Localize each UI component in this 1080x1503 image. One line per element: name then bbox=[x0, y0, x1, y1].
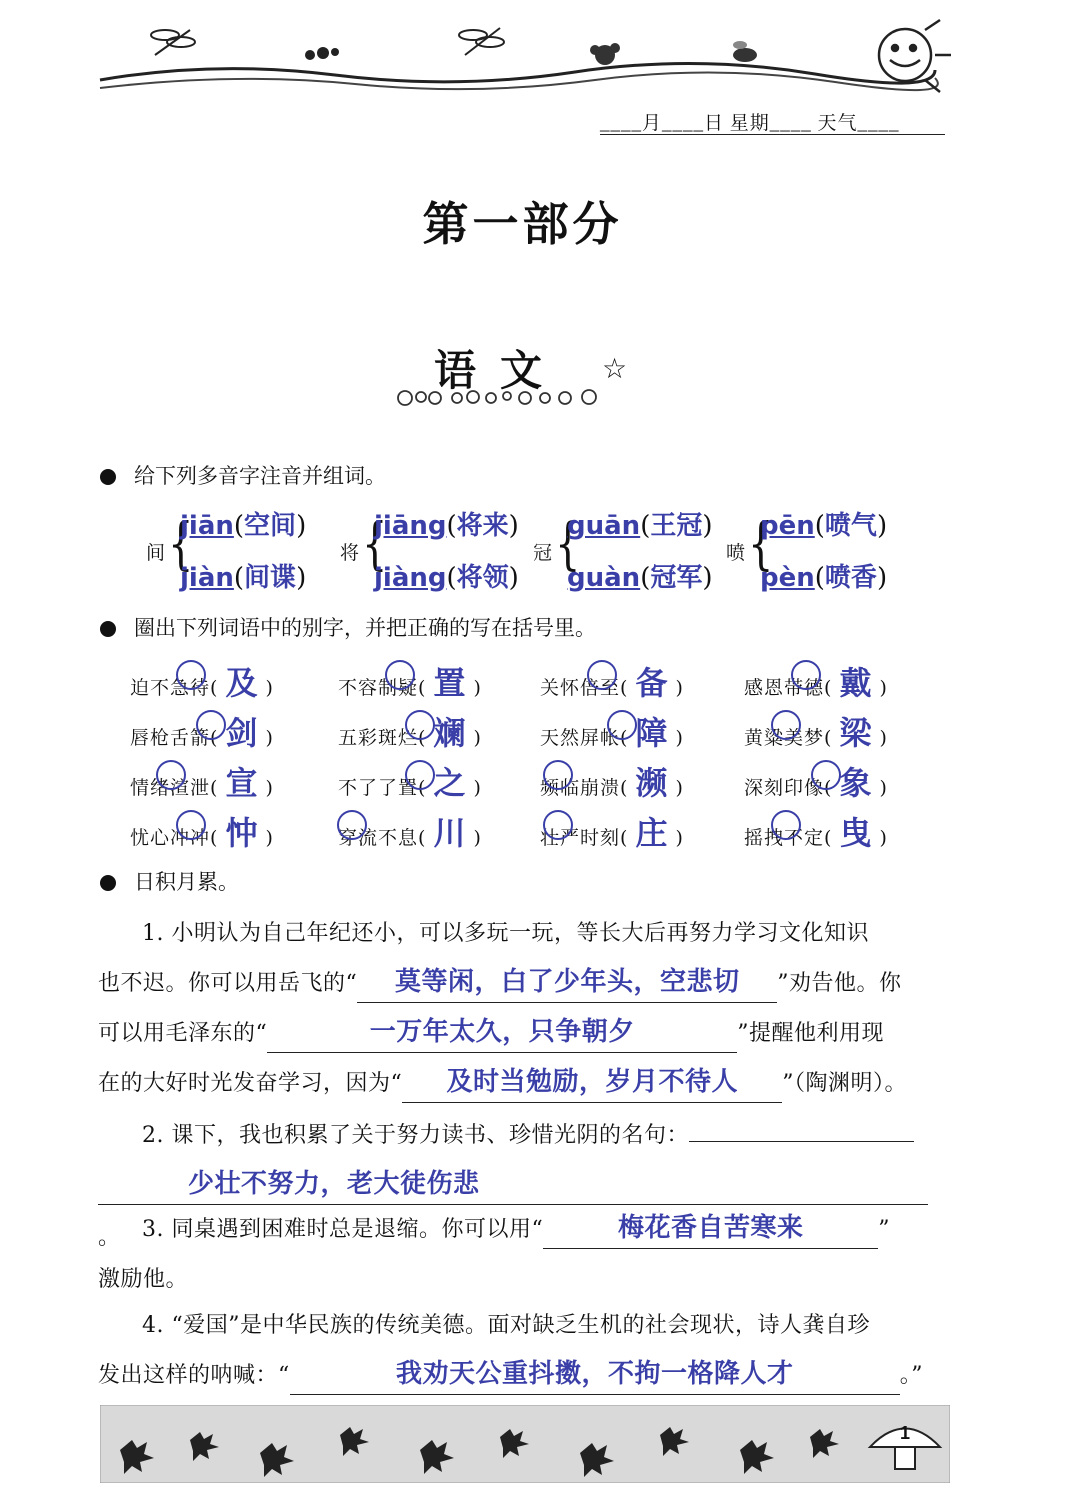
answer-blank[interactable]: 少壮不努力，老大徒伤悲 bbox=[98, 1164, 928, 1205]
error-circle-mark bbox=[811, 760, 841, 790]
poly-answer-row: jiāng(将来) bbox=[374, 511, 519, 541]
poly-answer-row: pèn(喷香) bbox=[760, 563, 888, 593]
q2-line1: 2. 课下，我也积累了关于努力读书、珍惜光阴的名句： bbox=[142, 1110, 948, 1162]
flower-icon bbox=[590, 43, 620, 65]
correction-item: 摇拽不定( 曳 ) bbox=[744, 814, 888, 852]
error-circle-mark bbox=[337, 810, 367, 840]
page-number: 1 bbox=[900, 1423, 911, 1443]
correction-item: 关怀倍至( 备 ) bbox=[540, 664, 684, 702]
q3-line2: 激励他。 bbox=[98, 1267, 189, 1292]
q2-line2: 少壮不努力，老大徒伤悲。 bbox=[98, 1160, 948, 1264]
error-circle-mark bbox=[543, 810, 573, 840]
error-circle-mark bbox=[771, 710, 801, 740]
poly-char: 喷 bbox=[726, 542, 746, 564]
footer-leaves-decoration bbox=[100, 1405, 950, 1483]
error-circle-mark bbox=[607, 710, 637, 740]
poly-answer-row: jiàn(间谍) bbox=[180, 563, 307, 593]
section-heading-polyphone: 给下列多音字注音并组词。 bbox=[100, 460, 386, 490]
bullet-icon bbox=[100, 875, 116, 891]
date-line-rule bbox=[600, 134, 945, 135]
section-heading-corrections: 圈出下列词语中的别字，并把正确的写在括号里。 bbox=[100, 612, 596, 642]
correction-item: 情绪渲泄( 宣 ) bbox=[130, 764, 274, 802]
brace-icon: { bbox=[168, 512, 194, 578]
correction-item: 迫不急待( 及 ) bbox=[130, 664, 274, 702]
error-circle-mark bbox=[405, 710, 435, 740]
answer-blank[interactable]: 梅花香自苦寒来 bbox=[543, 1208, 878, 1249]
brace-icon: { bbox=[555, 512, 581, 578]
correction-item: 感恩带德( 戴 ) bbox=[744, 664, 888, 702]
answer-blank[interactable]: 及时当勉励，岁月不待人 bbox=[402, 1062, 782, 1103]
page-title: 第一部分 bbox=[422, 197, 623, 251]
error-circle-mark bbox=[587, 660, 617, 690]
brace-icon: { bbox=[362, 512, 388, 578]
bullet-icon bbox=[100, 621, 116, 637]
poly-answer-row: pēn(喷气) bbox=[760, 511, 888, 541]
answer-blank[interactable] bbox=[689, 1141, 914, 1142]
bullet-icon bbox=[100, 469, 116, 485]
correction-item: 穿流不息( 川 ) bbox=[338, 814, 482, 852]
error-circle-mark bbox=[156, 760, 186, 790]
poly-answer-row: guàn(冠军) bbox=[567, 563, 713, 593]
error-circle-mark bbox=[405, 760, 435, 790]
date-weather-line: ____月____日 星期____ 天气____ bbox=[600, 113, 900, 134]
correction-item: 忧心冲冲( 忡 ) bbox=[130, 814, 274, 852]
bee-icon bbox=[733, 41, 757, 62]
q3-line1: 3. 同桌遇到困难时总是退缩。你可以用“ 梅花香自苦寒来 ” bbox=[142, 1204, 948, 1256]
error-circle-mark bbox=[543, 760, 573, 790]
answer-blank[interactable]: 莫等闲，白了少年头，空悲切 bbox=[357, 962, 777, 1003]
q1-line1: 1. 小明认为自己年纪还小，可以多玩一玩，等长大后再努力学习文化知识 bbox=[142, 921, 869, 946]
error-circle-mark bbox=[385, 660, 415, 690]
correction-item: 不了了置( 之 ) bbox=[338, 764, 482, 802]
poly-answer-row: jiàng(将领) bbox=[374, 563, 519, 593]
dragonfly-icon bbox=[459, 28, 504, 55]
error-circle-mark bbox=[176, 660, 206, 690]
answer-blank[interactable]: 一万年太久，只争朝夕 bbox=[267, 1012, 737, 1053]
q1-line4: 在的大好时光发奋学习，因为“ 及时当勉励，岁月不待人 ”（陶渊明）。 bbox=[98, 1058, 948, 1110]
correction-item: 频临崩溃( 濒 ) bbox=[540, 764, 684, 802]
poly-char: 将 bbox=[340, 542, 360, 564]
error-circle-mark bbox=[196, 710, 226, 740]
correction-item: 黄粱美梦( 梁 ) bbox=[744, 714, 888, 752]
section-heading-accumulation: 日积月累。 bbox=[100, 866, 239, 896]
correction-item: 五彩斑烂( 斓 ) bbox=[338, 714, 482, 752]
q1-line3: 可以用毛泽东的“ 一万年太久，只争朝夕 ”提醒他利用现 bbox=[98, 1008, 948, 1060]
ant-icon bbox=[305, 47, 339, 60]
poly-char: 冠 bbox=[533, 542, 553, 564]
q4-line2: 发出这样的呐喊：“ 我劝天公重抖擞，不拘一格降人才 。” bbox=[98, 1350, 948, 1402]
correction-item: 天然屏帐( 障 ) bbox=[540, 714, 684, 752]
q4-line1: 4. “爱国”是中华民族的传统美德。面对缺乏生机的社会现状，诗人龚自珍 bbox=[142, 1313, 870, 1338]
brace-icon: { bbox=[748, 512, 774, 578]
star-icon: ☆ bbox=[602, 352, 628, 385]
answer-blank[interactable]: 我劝天公重抖擞，不拘一格降人才 bbox=[290, 1354, 900, 1395]
correction-item: 唇枪舌箭( 剑 ) bbox=[130, 714, 274, 752]
bubbles-decoration bbox=[395, 386, 605, 408]
header-decoration bbox=[95, 0, 955, 105]
correction-item: 深刻印像( 象 ) bbox=[744, 764, 888, 802]
correction-item: 壮严时刻( 庄 ) bbox=[540, 814, 684, 852]
error-circle-mark bbox=[176, 810, 206, 840]
error-circle-mark bbox=[791, 660, 821, 690]
subject-heading: 语文 bbox=[433, 346, 566, 395]
correction-item: 不容制疑( 置 ) bbox=[338, 664, 482, 702]
poly-answer-row: jiān(空间) bbox=[180, 511, 307, 541]
poly-answer-row: guān(王冠) bbox=[567, 511, 713, 541]
error-circle-mark bbox=[771, 810, 801, 840]
q1-line2: 也不迟。你可以用岳飞的“ 莫等闲，白了少年头，空悲切 ”劝告他。你 bbox=[98, 958, 948, 1010]
poly-char: 间 bbox=[146, 542, 166, 564]
dragonfly-icon bbox=[151, 30, 195, 55]
